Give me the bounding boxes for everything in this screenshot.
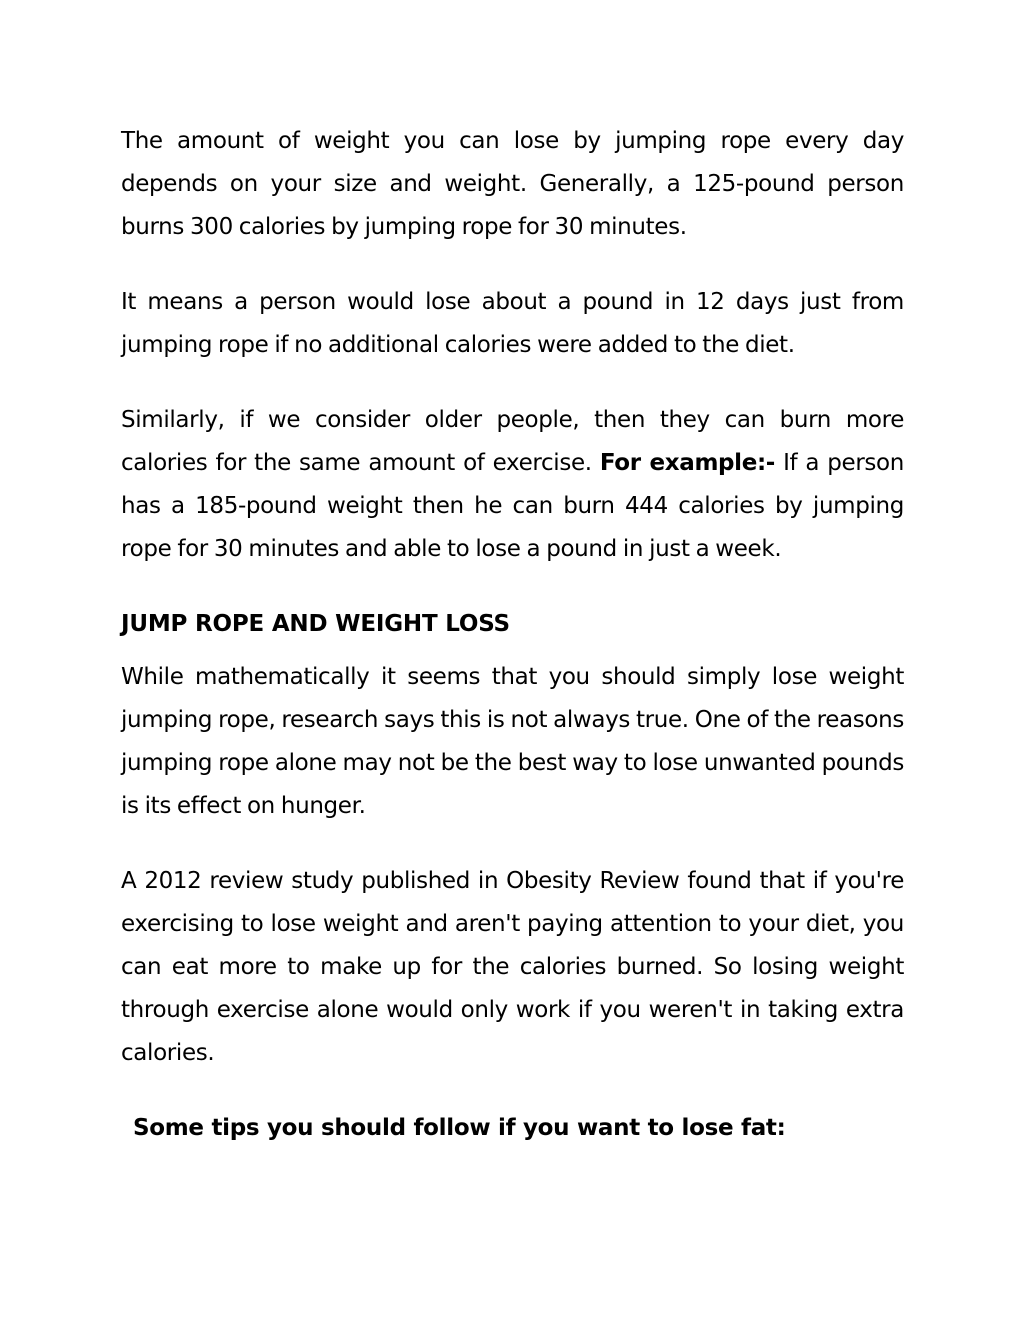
document-page xyxy=(121,120,904,1150)
paragraph-older-people xyxy=(121,399,904,571)
paragraph-older-people-text: Similarly, if we consider older people, then they can burn more calories for the same amount of exercise. xyxy=(121,407,904,476)
paragraph-mathematically: While mathematically it seems that you should simply lose weight jumping rope, research says this is not always true. One of the reasons jumping rope alone may not be the best way to lose unwanted pounds is its effect on hunger. xyxy=(121,664,904,819)
section-heading-jump-rope-weight-loss: JUMP ROPE AND WEIGHT LOSS xyxy=(121,611,510,637)
for-example-label: For example:- xyxy=(599,450,776,476)
paragraph-weight-loss-amount: The amount of weight you can lose by jumping rope every day depends on your size and weight. Generally, a 125-pound person burns 300 calories by jumping rope for 30 minutes. xyxy=(121,128,904,240)
paragraph-older-people-example: If a person has a 185-pound weight then he can burn 444 calories by jumping rope for 30 minutes and able to lose a pound in just a week. xyxy=(121,450,905,562)
paragraph-2012-review-study: A 2012 review study published in Obesity Review found that if you're exercising to lose weight and aren't paying attention to your diet, you can eat more to make up for the calories burned. So losing weight through exercise alone would only work if you weren't in taking extra calories. xyxy=(121,868,904,1066)
tips-heading: Some tips you should follow if you want to lose fat: xyxy=(133,1115,786,1141)
paragraph-pound-in-12-days: It means a person would lose about a pound in 12 days just from jumping rope if no additional calories were added to the diet. xyxy=(121,289,904,358)
